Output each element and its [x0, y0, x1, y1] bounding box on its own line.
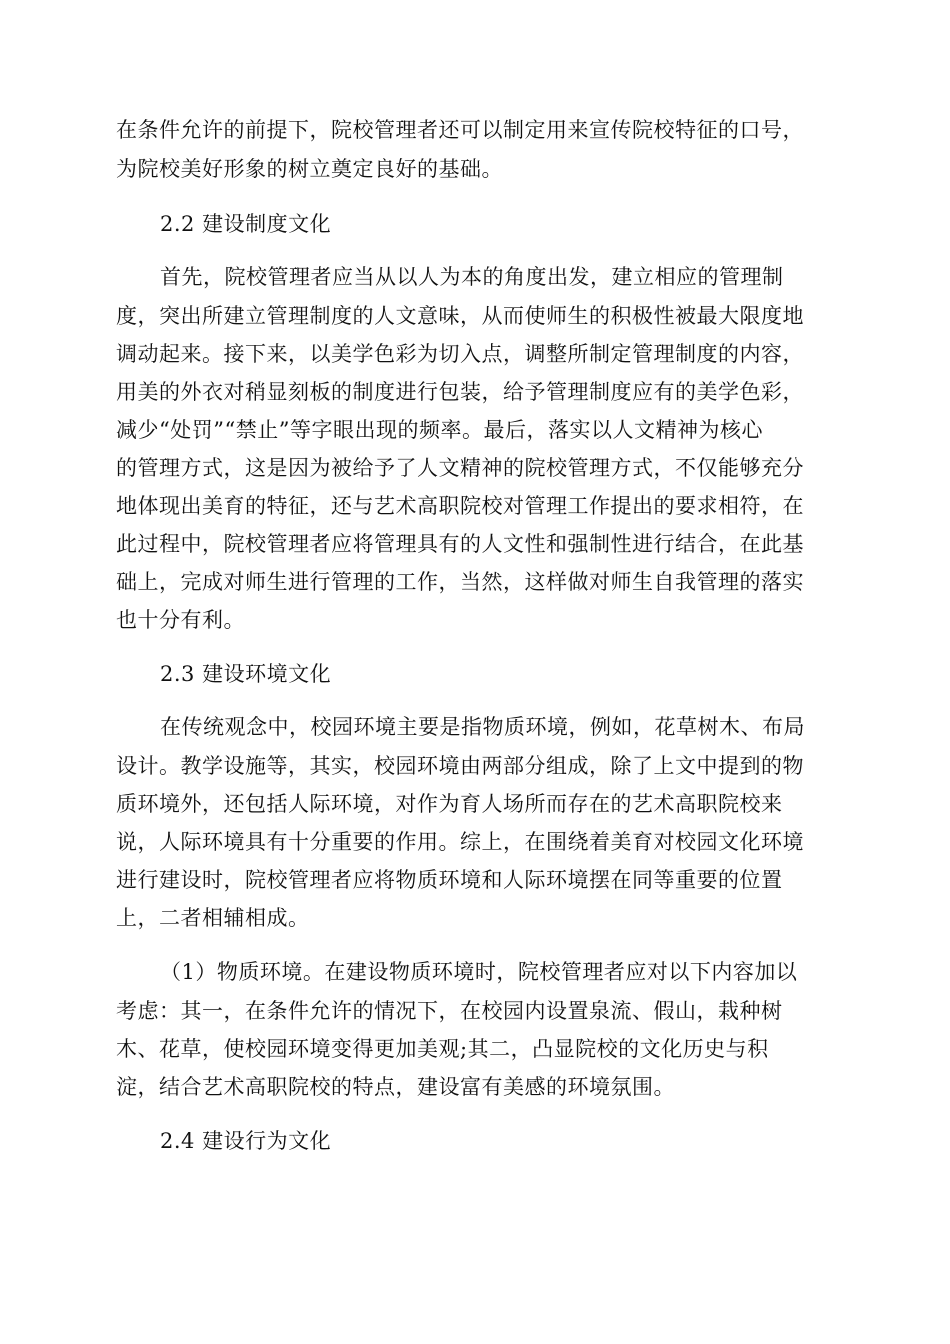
paragraph-line: 考虑：其一，在条件允许的情况下，在校园内设置泉流、假山，栽种树 [116, 999, 783, 1023]
paragraph-line: 础上，完成对师生进行管理的工作，当然，这样做对师生自我管理的落实 [116, 570, 804, 594]
paragraph-line: 设计。教学设施等，其实，校园环境由两部分组成，除了上文中提到的物 [116, 754, 804, 778]
paragraph-line: 木、花草，使校园环境变得更加美观;其二，凸显院校的文化历史与积 [116, 1037, 769, 1061]
section-heading: 2.2 建设制度文化 [160, 212, 332, 236]
paragraph-line: 度，突出所建立管理制度的人文意味，从而使师生的积极性被最大限度地 [116, 304, 804, 328]
paragraph-line: 质环境外，还包括人际环境，对作为育人场所而存在的艺术高职院校来 [116, 792, 783, 816]
paragraph-line: 淀，结合艺术高职院校的特点，建设富有美感的环境氛围。 [116, 1075, 675, 1099]
paragraph-line: 也十分有利。 [116, 608, 245, 632]
paragraph-line: 此过程中，院校管理者应将管理具有的人文性和强制性进行结合，在此基 [116, 532, 804, 556]
paragraph-line: 首先，院校管理者应当从以人为本的角度出发，建立相应的管理制 [160, 265, 784, 289]
paragraph-line: 在条件允许的前提下，院校管理者还可以制定用来宣传院校特征的口号， [116, 118, 804, 142]
paragraph-line: 上，二者相辅相成。 [116, 906, 310, 930]
paragraph-line: 减少“处罚”“禁止”等字眼出现的频率。最后，落实以人文精神为核心 [116, 418, 763, 442]
paragraph-line: 说，人际环境具有十分重要的作用。综上，在围绕着美育对校园文化环境 [116, 830, 804, 854]
paragraph-line: （1）物质环境。在建设物质环境时，院校管理者应对以下内容加以 [160, 960, 798, 984]
paragraph-line: 调动起来。接下来，以美学色彩为切入点，调整所制定管理制度的内容， [116, 342, 804, 366]
paragraph-line: 地体现出美育的特征，还与艺术高职院校对管理工作提出的要求相符，在 [116, 494, 804, 518]
paragraph-line: 进行建设时，院校管理者应将物质环境和人际环境摆在同等重要的位置 [116, 868, 783, 892]
section-heading: 2.3 建设环境文化 [160, 662, 332, 686]
paragraph-line: 用美的外衣对稍显刻板的制度进行包装，给予管理制度应有的美学色彩， [116, 380, 804, 404]
paragraph-line: 在传统观念中，校园环境主要是指物质环境，例如，花草树木、布局 [160, 715, 805, 739]
paragraph-line: 的管理方式，这是因为被给予了人文精神的院校管理方式，不仅能够充分 [116, 456, 804, 480]
section-heading: 2.4 建设行为文化 [160, 1129, 332, 1153]
paragraph-line: 为院校美好形象的树立奠定良好的基础。 [116, 157, 503, 181]
